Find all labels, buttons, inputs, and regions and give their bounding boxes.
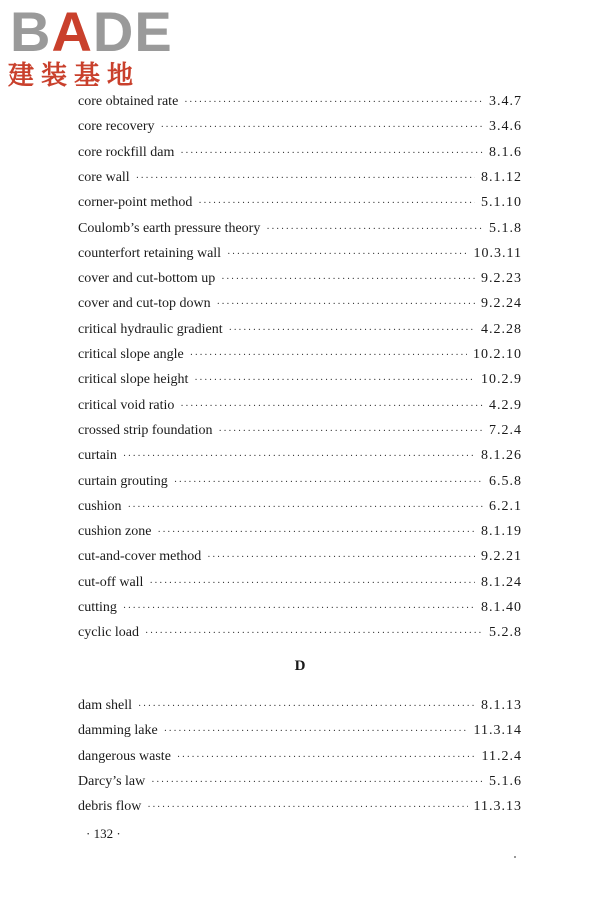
dot-leader — [151, 773, 483, 793]
dot-leader — [161, 118, 483, 138]
dot-leader — [174, 473, 483, 493]
index-entry — [78, 522, 522, 542]
entry-reference: 10.2.9 — [481, 372, 522, 388]
index-entry — [78, 294, 522, 314]
entry-reference: 11.3.14 — [473, 723, 522, 739]
entry-term: critical void ratio — [78, 397, 175, 413]
index-entry — [78, 396, 522, 416]
entry-reference: 7.2.4 — [489, 422, 522, 438]
watermark-logo — [6, 2, 181, 94]
index-entry — [78, 772, 522, 792]
index-entry — [78, 143, 522, 163]
entry-reference: 11.2.4 — [481, 748, 522, 764]
dot-leader — [217, 295, 475, 315]
dot-leader — [219, 422, 483, 442]
entry-term: core rockfill dam — [78, 144, 175, 160]
dot-leader — [145, 624, 483, 644]
entry-reference: 10.2.10 — [473, 347, 522, 362]
entry-term: core wall — [78, 169, 130, 185]
index-entry — [78, 219, 522, 239]
dot-leader — [198, 194, 475, 214]
index-entry — [78, 497, 522, 517]
dot-leader — [149, 574, 475, 594]
index-entry — [78, 547, 522, 567]
entry-term: dam shell — [78, 698, 133, 713]
index-entry — [78, 797, 522, 817]
dot-leader — [123, 447, 475, 467]
logo-letter-a: A — [51, 0, 93, 63]
index-entry — [78, 696, 522, 716]
entry-term: cover and cut-bottom up — [78, 271, 216, 287]
entry-reference: 8.1.26 — [481, 448, 522, 464]
index-entry — [78, 244, 522, 264]
dot-leader — [128, 498, 483, 518]
entry-reference: 8.1.13 — [481, 698, 522, 713]
dot-leader — [157, 523, 475, 543]
dot-leader — [229, 321, 475, 341]
entry-term: critical slope angle — [78, 347, 184, 362]
entry-term: critical slope height — [78, 372, 189, 388]
dot-leader — [207, 548, 475, 568]
index-entry — [78, 721, 522, 741]
entry-term: critical hydraulic gradient — [78, 321, 223, 337]
dot-leader — [184, 93, 483, 113]
entry-term: cutting — [78, 600, 117, 615]
index-entry — [78, 345, 522, 365]
entry-term: core recovery — [78, 119, 155, 135]
entry-term: counterfort retaining wall — [78, 245, 222, 261]
dot-leader — [221, 270, 475, 290]
index-entry — [78, 168, 522, 188]
index-entry — [78, 320, 522, 340]
index-entry — [78, 92, 522, 112]
entry-term: damming lake — [78, 723, 158, 739]
entry-term: dangerous waste — [78, 748, 171, 764]
index-entry — [78, 472, 522, 492]
entry-reference: 5.1.8 — [489, 220, 522, 236]
entry-reference: 8.1.24 — [481, 574, 522, 590]
entry-term: cushion — [78, 498, 122, 514]
index-entry — [78, 117, 522, 137]
index-entry — [78, 598, 522, 618]
entry-term: curtain grouting — [78, 473, 168, 489]
page-number: · 132 · — [86, 826, 121, 841]
entry-reference: 4.2.9 — [489, 397, 522, 413]
entry-term: corner-point method — [78, 195, 193, 211]
dot-leader — [194, 371, 475, 391]
index-entry — [78, 446, 522, 466]
dot-leader — [147, 798, 467, 818]
index-entry — [78, 421, 522, 441]
entry-term: Darcy’s law — [78, 773, 146, 789]
entry-reference: 6.5.8 — [489, 473, 522, 489]
entry-term: curtain — [78, 448, 117, 464]
dot-leader — [180, 144, 483, 164]
entry-reference: 8.1.6 — [489, 144, 522, 160]
logo-letter-b: B — [10, 0, 52, 63]
entry-reference: 5.2.8 — [489, 625, 522, 641]
index-entry — [78, 623, 522, 643]
entry-reference: 9.2.24 — [481, 296, 522, 312]
entry-reference: 9.2.21 — [481, 549, 522, 565]
entry-reference: 5.1.10 — [481, 195, 522, 211]
logo-letters-de: DE — [92, 0, 173, 63]
dot-leader — [180, 397, 483, 417]
logo-subtitle: 建装基地 — [8, 61, 141, 91]
entry-reference: 8.1.19 — [481, 524, 522, 540]
entry-term: cover and cut-top down — [78, 296, 211, 312]
index-entry — [78, 573, 522, 593]
entry-term: cut-off wall — [78, 574, 144, 590]
entry-term: debris flow — [78, 799, 142, 815]
entry-reference: 3.4.6 — [489, 119, 522, 135]
dot-leader — [266, 220, 483, 240]
dot-leader — [164, 722, 468, 742]
entry-reference: 6.2.1 — [489, 498, 522, 514]
logo-wordmark — [10, 2, 173, 62]
entry-term: core obtained rate — [78, 94, 179, 109]
section-heading-d: D — [294, 658, 306, 674]
entry-reference: 8.1.12 — [481, 169, 522, 185]
scan-speck — [514, 856, 516, 858]
index-entry — [78, 269, 522, 289]
entry-reference: 3.4.7 — [489, 94, 522, 109]
dot-leader — [190, 346, 467, 366]
entry-term: cushion zone — [78, 524, 152, 540]
entry-reference: 9.2.23 — [481, 271, 522, 287]
entry-reference: 8.1.40 — [481, 600, 522, 615]
entry-reference: 4.2.28 — [481, 321, 522, 337]
dot-leader — [177, 748, 476, 768]
index-entry — [78, 370, 522, 390]
entry-reference: 11.3.13 — [473, 799, 522, 815]
entry-term: cyclic load — [78, 625, 140, 641]
entry-term: cut-and-cover method — [78, 549, 202, 565]
entry-term: Coulomb’s earth pressure theory — [78, 220, 261, 236]
dot-leader — [227, 245, 467, 265]
index-entry — [78, 193, 522, 213]
dot-leader — [123, 599, 475, 619]
index-entry — [78, 747, 522, 767]
dot-leader — [136, 169, 475, 189]
entry-reference: 10.3.11 — [473, 245, 522, 261]
entry-reference: 5.1.6 — [489, 773, 522, 789]
dot-leader — [138, 697, 475, 717]
entry-term: crossed strip foundation — [78, 422, 213, 438]
